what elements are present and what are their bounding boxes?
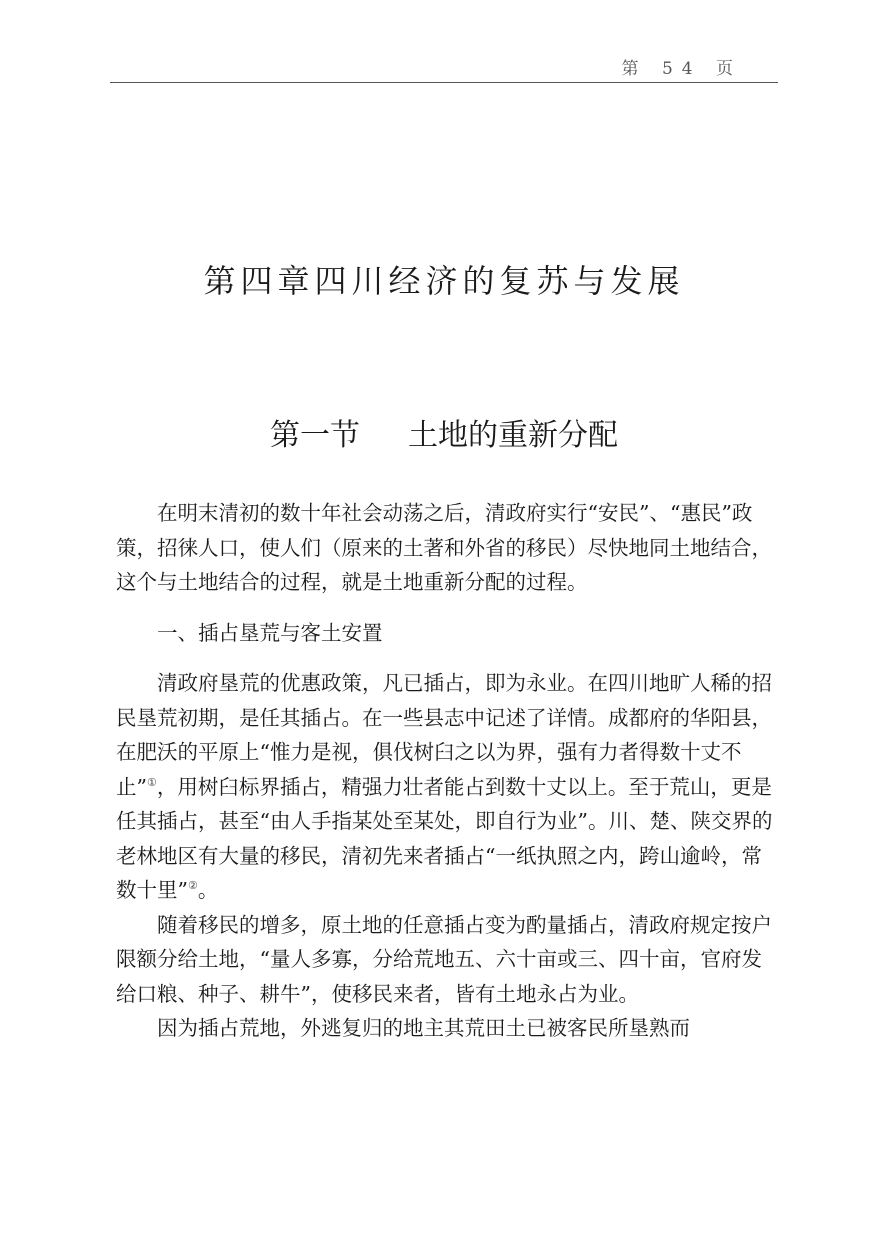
paragraph-1 bbox=[116, 666, 776, 908]
paragraph-3: 因为插占荒地，外逃复归的地主其荒田土已被客民所垦熟而 bbox=[157, 1016, 690, 1040]
body-text bbox=[116, 496, 776, 1046]
paragraph-2: 随着移民的增多，原土地的任意插占变为酌量插占，清政府规定按户限额分给土地，“量人多寡，分给荒地五、六十亩或三、四十亩，官府发给口粮、种子、耕牛”，使移民来者，皆有土地永占为业。 bbox=[116, 912, 772, 1006]
section-name: 土地的重新分配 bbox=[408, 418, 618, 453]
page-number: 第 54 页 bbox=[621, 59, 742, 79]
section-title bbox=[0, 410, 888, 454]
chapter-title: 第四章四川经济的复苏与发展 bbox=[203, 262, 685, 300]
paragraph-1-part-b: ，用树臼标界插占，精强力壮者能占到数十丈以上。至于荒山，更是任其插占，甚至“由人手指某处至某处，即自行为业”。川、楚、陕交界的老林地区有大量的移民，清初先来者插占“一纸执照之内，跨山逾岭，常数十里” bbox=[116, 774, 773, 902]
section-number: 第一节 bbox=[270, 418, 360, 453]
footnote-marker-1: ① bbox=[146, 775, 157, 789]
intro-paragraph: 在明末清初的数十年社会动荡之后，清政府实行“安民”、“惠民”政策，招徕人口，使人们（原来的土著和外省的移民）尽快地同土地结合，这个与土地结合的过程，就是土地重新分配的过程。 bbox=[116, 501, 772, 594]
footnote-marker-2: ② bbox=[187, 879, 198, 893]
paragraph-1-part-a: 清政府垦荒的优惠政策，凡已插占，即为永业。在四川地旷人稀的招民垦荒初期，是任其插占。在一些县志中记述了详情。成都府的华阳县，在肥沃的平原上“惟力是视，俱伐树臼之以为界，强有力者得数十丈不止” bbox=[116, 671, 772, 799]
page-header bbox=[110, 52, 778, 83]
paragraph-1-part-c: 。 bbox=[197, 878, 219, 902]
subheading: 一、插占垦荒与客土安置 bbox=[157, 620, 383, 645]
